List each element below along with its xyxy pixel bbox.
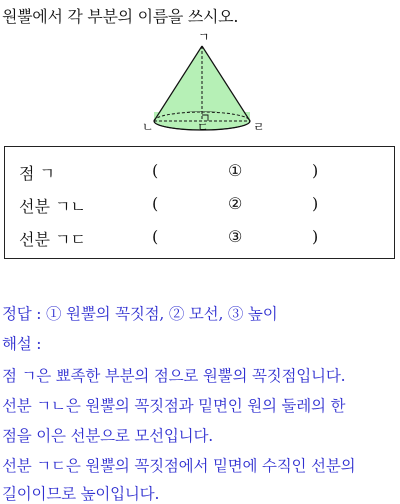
row-label: 점 ㄱ (19, 164, 55, 183)
label-right: ㄹ (253, 120, 265, 134)
row-label: 선분 ㄱㄷ (19, 230, 86, 249)
explanation-line: 길이이므로 높이입니다. (2, 485, 160, 503)
open-paren: ( (152, 161, 159, 180)
explanation-line: 점 ㄱ은 뾰족한 부분의 점으로 원뿔의 꼭짓점입니다. (2, 367, 346, 385)
label-apex: ㄱ (198, 30, 210, 44)
row-label: 선분 ㄱㄴ (19, 197, 86, 216)
close-paren: ) (312, 161, 319, 180)
explanation-line: 선분 ㄱㄴ은 원뿔의 꼭짓점과 밑면인 원의 둘레의 한 (2, 397, 346, 415)
explanation-title: 해설 : (2, 335, 42, 353)
table-row (5, 194, 394, 224)
table-row (5, 161, 394, 191)
close-paren: ) (312, 227, 319, 246)
close-paren: ) (312, 194, 319, 213)
explanation-line: 선분 ㄱㄷ은 원뿔의 꼭짓점에서 밑면에 수직인 선분의 (2, 457, 356, 475)
answer-number: ① (228, 161, 243, 180)
answer-number: ③ (228, 227, 243, 246)
question-text: 원뿔에서 각 부분의 이름을 쓰시오. (2, 7, 239, 26)
label-left: ㄴ (142, 120, 154, 134)
open-paren: ( (152, 227, 159, 246)
answer-table (4, 146, 395, 259)
label-center: ㄷ (197, 120, 209, 134)
cone-figure (140, 30, 265, 136)
answer-number: ② (228, 194, 243, 213)
table-row (5, 227, 394, 257)
answer-line: 정답 : ① 원뿔의 꼭짓점, ② 모선, ③ 높이 (2, 305, 278, 323)
cone-diagram (140, 30, 265, 136)
open-paren: ( (152, 194, 159, 213)
explanation-line: 점을 이은 선분으로 모선입니다. (2, 427, 213, 445)
